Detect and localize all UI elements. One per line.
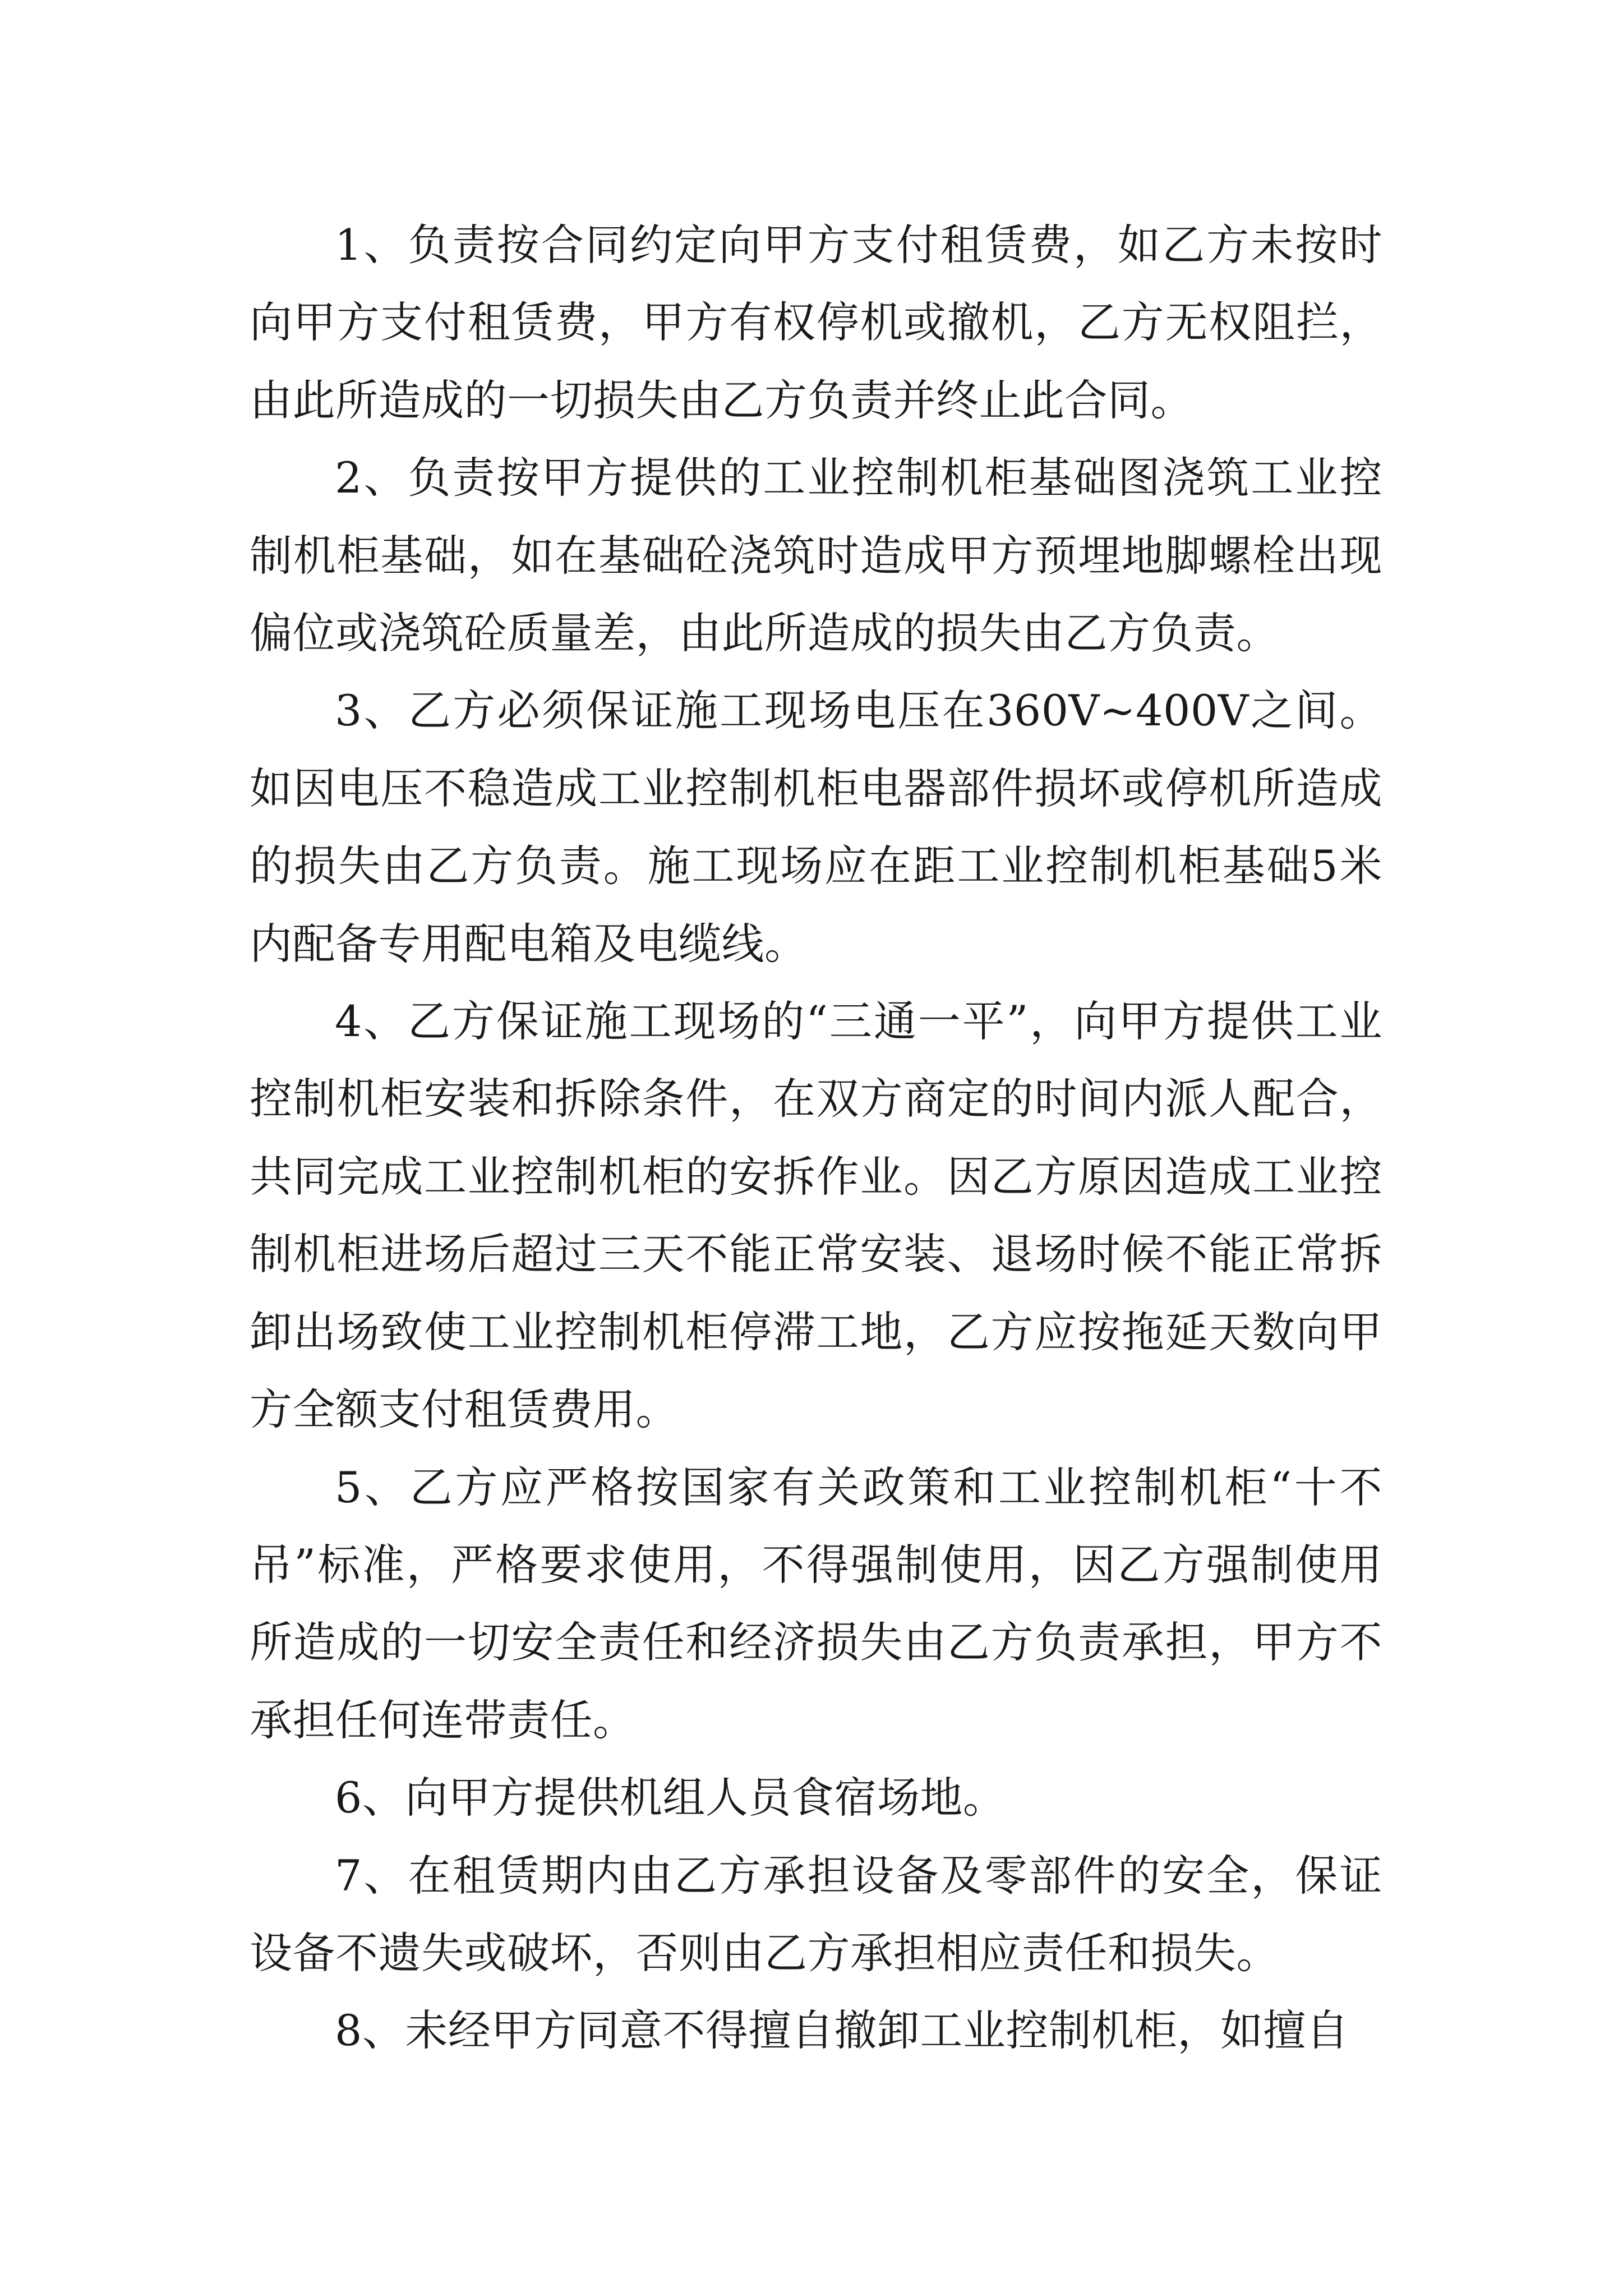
clause-4: 4、乙方保证施工现场的“三通一平”，向甲方提供工业控制机柜安装和拆除条件，在双方商定的时间内派人配合，共同完成工业控制机柜的安拆作业。因乙方原因造成工业控制机柜进场后超过三天不能正常安装、退场时候不能正常拆卸出场致使工业控制机柜停滞工地，乙方应按拖延天数向甲方全额支付租赁费用。 bbox=[250, 996, 1382, 1435]
clause-2: 2、负责按甲方提供的工业控制机柜基础图浇筑工业控制机柜基础，如在基础砼浇筑时造成甲方预埋地脚螺栓出现偏位或浇筑砼质量差，由此所造成的损失由乙方负责。 bbox=[250, 453, 1382, 659]
clause-8: 8、未经甲方同意不得擅自撤卸工业控制机柜，如擅自 bbox=[335, 2005, 1349, 2056]
clause-1: 1、负责按合同约定向甲方支付租赁费，如乙方未按时向甲方支付租赁费，甲方有权停机或撤机，乙方无权阻拦，由此所造成的一切损失由乙方负责并终止此合同。 bbox=[250, 220, 1382, 425]
clause-5: 5、乙方应严格按国家有关政策和工业控制机柜“十不吊”标准，严格要求使用，不得强制使用，因乙方强制使用所造成的一切安全责任和经济损失由乙方负责承担，甲方不承担任何连带责任。 bbox=[250, 1462, 1382, 1745]
clause-7: 7、在租赁期内由乙方承担设备及零部件的安全，保证设备不遗失或破坏，否则由乙方承担相应责任和损失。 bbox=[250, 1850, 1382, 1978]
document-body bbox=[250, 206, 1382, 2070]
clause-3: 3、乙方必须保证施工现场电压在360V~400V之间。如因电压不稳造成工业控制机柜电器部件损坏或停机所造成的损失由乙方负责。施工现场应在距工业控制机柜基础5米内配备专用配电箱及电缆线。 bbox=[250, 685, 1382, 969]
clause-6: 6、向甲方提供机组人员食宿场地。 bbox=[335, 1773, 1006, 1823]
